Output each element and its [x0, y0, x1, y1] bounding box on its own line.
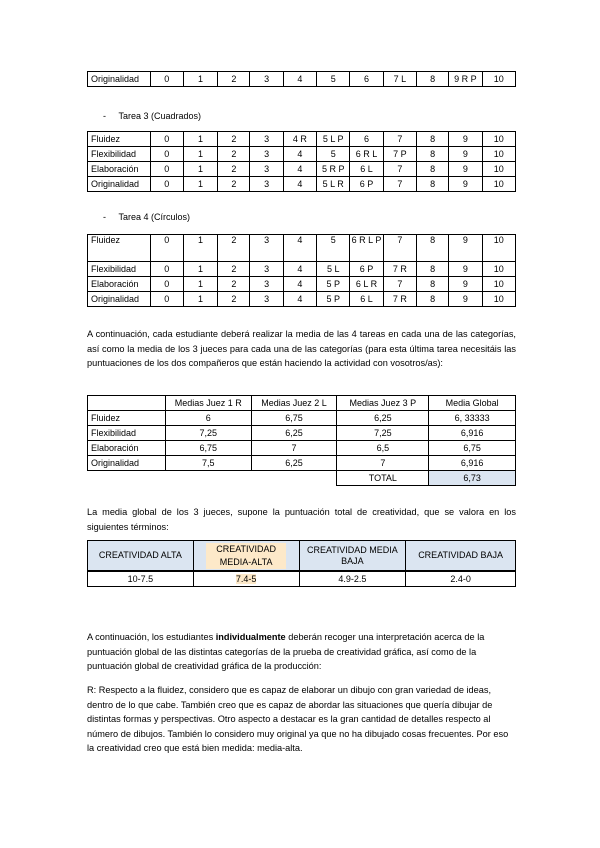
- score-cell: 8: [416, 262, 448, 277]
- score-cell: 6 R L: [350, 147, 383, 162]
- table-row: [88, 292, 516, 307]
- score-cell: 0: [150, 177, 183, 192]
- score-cell: 5 P: [317, 277, 350, 292]
- column-header: Medias Juez 3 P: [337, 396, 429, 411]
- row-label: Fluidez: [88, 411, 166, 426]
- score-cell: 2: [218, 235, 250, 262]
- row-label: Flexibilidad: [88, 147, 151, 162]
- value-cell: 6,5: [337, 441, 429, 456]
- highlighted-category: CREATIVIDAD MEDIA-ALTA: [206, 543, 286, 569]
- medias-table: [87, 395, 516, 486]
- score-cell: 4: [283, 292, 316, 307]
- table-row: [88, 162, 516, 177]
- score-cell: 6 L R: [350, 277, 383, 292]
- score-cell: 1: [183, 72, 217, 87]
- score-cell: 0: [150, 262, 183, 277]
- score-cell: 2: [218, 262, 250, 277]
- score-cell: 6 P: [350, 262, 383, 277]
- row-label: Originalidad: [88, 456, 166, 471]
- value-cell: 6,25: [337, 411, 429, 426]
- score-cell: 1: [183, 177, 217, 192]
- creatividad-table: [87, 540, 516, 587]
- table-row: [88, 72, 516, 87]
- score-cell: 5 L: [317, 262, 350, 277]
- column-header: [88, 396, 166, 411]
- score-cell: 4: [283, 177, 316, 192]
- range-cell: [193, 571, 299, 587]
- value-cell: 7: [251, 441, 337, 456]
- score-cell: 3: [250, 235, 283, 262]
- score-cell: 0: [150, 72, 183, 87]
- score-cell: 10: [482, 72, 515, 87]
- score-cell: 5: [317, 72, 350, 87]
- table-row: [88, 426, 516, 441]
- score-cell: 9: [449, 277, 482, 292]
- score-cell: 5 P: [317, 292, 350, 307]
- score-cell: 2: [218, 162, 250, 177]
- column-header: CREATIVIDAD MEDIA BAJA: [299, 541, 406, 572]
- score-cell: 9: [449, 162, 482, 177]
- row-label: Elaboración: [88, 162, 151, 177]
- tarea3-heading: [103, 111, 201, 121]
- score-cell: 3: [250, 132, 283, 147]
- valoracion-paragraph: La media global de los 3 jueces, supone la puntuación total de creatividad, que se valora en los siguientes términos:: [87, 507, 516, 532]
- table-row: [88, 456, 516, 471]
- score-cell: 10: [482, 177, 515, 192]
- column-header: CREATIVIDAD BAJA: [406, 541, 516, 572]
- score-cell: 2: [218, 72, 250, 87]
- score-cell: 2: [218, 177, 250, 192]
- score-cell: 6 L: [350, 292, 383, 307]
- table-row: [88, 411, 516, 426]
- score-cell: 7: [383, 277, 416, 292]
- score-cell: 3: [250, 177, 283, 192]
- column-header: Medias Juez 1 R: [165, 396, 251, 411]
- score-cell: 4: [283, 147, 316, 162]
- tarea2-originalidad-table: [87, 71, 516, 87]
- score-cell: 7 R: [383, 292, 416, 307]
- score-cell: 4: [283, 162, 316, 177]
- score-cell: 1: [183, 235, 217, 262]
- table-row: [88, 262, 516, 277]
- score-cell: 1: [183, 262, 217, 277]
- score-cell: 1: [183, 147, 217, 162]
- score-cell: 0: [150, 147, 183, 162]
- table-row: [88, 277, 516, 292]
- score-cell: 8: [416, 177, 448, 192]
- score-cell: 10: [482, 147, 515, 162]
- score-cell: 2: [218, 277, 250, 292]
- row-label: Flexibilidad: [88, 262, 151, 277]
- score-cell: 5 L R: [317, 177, 350, 192]
- score-cell: 4 R: [283, 132, 316, 147]
- score-cell: 10: [482, 262, 515, 277]
- table-row: [88, 177, 516, 192]
- score-cell: 9: [449, 132, 482, 147]
- value-cell: 6,75: [429, 441, 516, 456]
- bullet-dash: -: [103, 212, 106, 222]
- score-cell: 3: [250, 72, 283, 87]
- score-cell: 6: [350, 132, 383, 147]
- score-cell: 5: [317, 235, 350, 262]
- value-cell: 7,25: [337, 426, 429, 441]
- score-cell: 3: [250, 277, 283, 292]
- score-cell: 0: [150, 162, 183, 177]
- score-cell: 8: [416, 292, 448, 307]
- value-cell: 7: [337, 456, 429, 471]
- table-row: [88, 441, 516, 456]
- score-cell: 6 R L P: [350, 235, 383, 262]
- table-row: [88, 147, 516, 162]
- table-row: [88, 235, 516, 262]
- column-header: [193, 541, 299, 572]
- score-cell: 8: [416, 72, 448, 87]
- score-cell: 0: [150, 292, 183, 307]
- row-label: Flexibilidad: [88, 426, 166, 441]
- table-header-row: [88, 396, 516, 411]
- score-cell: 8: [416, 162, 448, 177]
- score-cell: 7: [383, 132, 416, 147]
- score-cell: 10: [482, 132, 515, 147]
- interpretacion-paragraph: A continuación, los estudiantes individualmente deberán recoger una interpretación acerca de la puntuación global de las distintas categorías de la prueba de creatividad gráfica, así como de la puntuación global de creatividad gráfica de la producción:: [87, 632, 485, 671]
- score-cell: 7 P: [383, 147, 416, 162]
- score-cell: 9: [449, 262, 482, 277]
- tarea3-title: Tarea 3 (Cuadrados): [118, 111, 202, 121]
- score-cell: 5 L P: [317, 132, 350, 147]
- highlighted-range: 7.4-5: [235, 573, 257, 584]
- row-label: Fluidez: [88, 235, 151, 262]
- instructions-paragraph: A continuación, cada estudiante deberá realizar la media de las 4 tareas en cada una de las categorías, así como la media de los 3 jueces para cada una de las categorías (para esta última tarea necesitáis las puntuaciones de los dos compañeros que están haciendo la actividad con vosotros/as):: [87, 329, 516, 368]
- value-cell: 6,916: [429, 426, 516, 441]
- value-cell: 6, 33333: [429, 411, 516, 426]
- score-cell: 7 R: [383, 262, 416, 277]
- value-cell: 6: [165, 411, 251, 426]
- score-cell: 10: [482, 292, 515, 307]
- score-cell: 3: [250, 162, 283, 177]
- score-cell: 0: [150, 132, 183, 147]
- score-cell: 3: [250, 147, 283, 162]
- column-header: Medias Juez 2 L: [251, 396, 337, 411]
- table-row: [88, 132, 516, 147]
- bold-emphasis: individualmente: [215, 632, 286, 642]
- tarea4-table: [87, 234, 516, 307]
- score-cell: 4: [283, 277, 316, 292]
- score-cell: 7: [383, 235, 416, 262]
- score-cell: 9: [449, 235, 482, 262]
- score-cell: 8: [416, 235, 448, 262]
- tarea4-heading: [103, 212, 190, 222]
- row-label: Originalidad: [88, 72, 151, 87]
- total-value: 6,73: [429, 471, 516, 486]
- row-label: Elaboración: [88, 441, 166, 456]
- score-cell: 4: [283, 262, 316, 277]
- value-cell: 7,5: [165, 456, 251, 471]
- score-cell: 6: [350, 72, 383, 87]
- range-cell: 10-7.5: [88, 571, 194, 587]
- score-cell: 7 L: [383, 72, 416, 87]
- score-cell: 6 L: [350, 162, 383, 177]
- table-row: [88, 571, 516, 587]
- value-cell: 6,25: [251, 426, 337, 441]
- score-cell: 5 R P: [317, 162, 350, 177]
- score-cell: 0: [150, 235, 183, 262]
- score-cell: 10: [482, 162, 515, 177]
- score-cell: 7: [383, 177, 416, 192]
- score-cell: 7: [383, 162, 416, 177]
- score-cell: 9: [449, 292, 482, 307]
- column-header: CREATIVIDAD ALTA: [88, 541, 194, 572]
- score-cell: 1: [183, 162, 217, 177]
- score-cell: 6 P: [350, 177, 383, 192]
- column-header: Media Global: [429, 396, 516, 411]
- score-cell: 1: [183, 292, 217, 307]
- tarea4-title: Tarea 4 (Círculos): [118, 212, 191, 222]
- value-cell: 6,75: [165, 441, 251, 456]
- score-cell: 1: [183, 132, 217, 147]
- value-cell: 7,25: [165, 426, 251, 441]
- range-cell: 4.9-2.5: [299, 571, 406, 587]
- score-cell: 3: [250, 262, 283, 277]
- score-cell: 4: [283, 72, 316, 87]
- score-cell: 4: [283, 235, 316, 262]
- row-label: Originalidad: [88, 177, 151, 192]
- score-cell: 5: [317, 147, 350, 162]
- score-cell: 1: [183, 277, 217, 292]
- score-cell: 10: [482, 235, 515, 262]
- score-cell: 10: [482, 277, 515, 292]
- tarea3-table: [87, 131, 516, 192]
- score-cell: 9: [449, 147, 482, 162]
- score-cell: 0: [150, 277, 183, 292]
- total-row: [88, 471, 516, 486]
- score-cell: 8: [416, 132, 448, 147]
- total-label: TOTAL: [337, 471, 429, 486]
- score-cell: 3: [250, 292, 283, 307]
- row-label: Fluidez: [88, 132, 151, 147]
- value-cell: 6,25: [251, 456, 337, 471]
- value-cell: 6,916: [429, 456, 516, 471]
- score-cell: 9 R P: [449, 72, 482, 87]
- score-cell: 2: [218, 147, 250, 162]
- score-cell: 8: [416, 147, 448, 162]
- bullet-dash: -: [103, 111, 106, 121]
- score-cell: 2: [218, 132, 250, 147]
- range-cell: 2.4-0: [406, 571, 516, 587]
- value-cell: 6,75: [251, 411, 337, 426]
- score-cell: 8: [416, 277, 448, 292]
- table-header-row: [88, 541, 516, 572]
- respuesta-paragraph: R: Respecto a la fluidez, considero que es capaz de elaborar un dibujo con gran variedad de ideas, dentro de lo que cabe. También creo que es capaz de abordar las situaciones que quería dibujar de distintas formas y perspectivas. Otro aspecto a destacar es la gran cantidad de detalles respecto al número de dibujos. También lo considero muy original ya que no ha dibujado cosas frecuentes. Por eso la creatividad creo que está bien medida: media-alta.: [87, 685, 509, 753]
- row-label: Elaboración: [88, 277, 151, 292]
- score-cell: 9: [449, 177, 482, 192]
- score-cell: 2: [218, 292, 250, 307]
- row-label: Originalidad: [88, 292, 151, 307]
